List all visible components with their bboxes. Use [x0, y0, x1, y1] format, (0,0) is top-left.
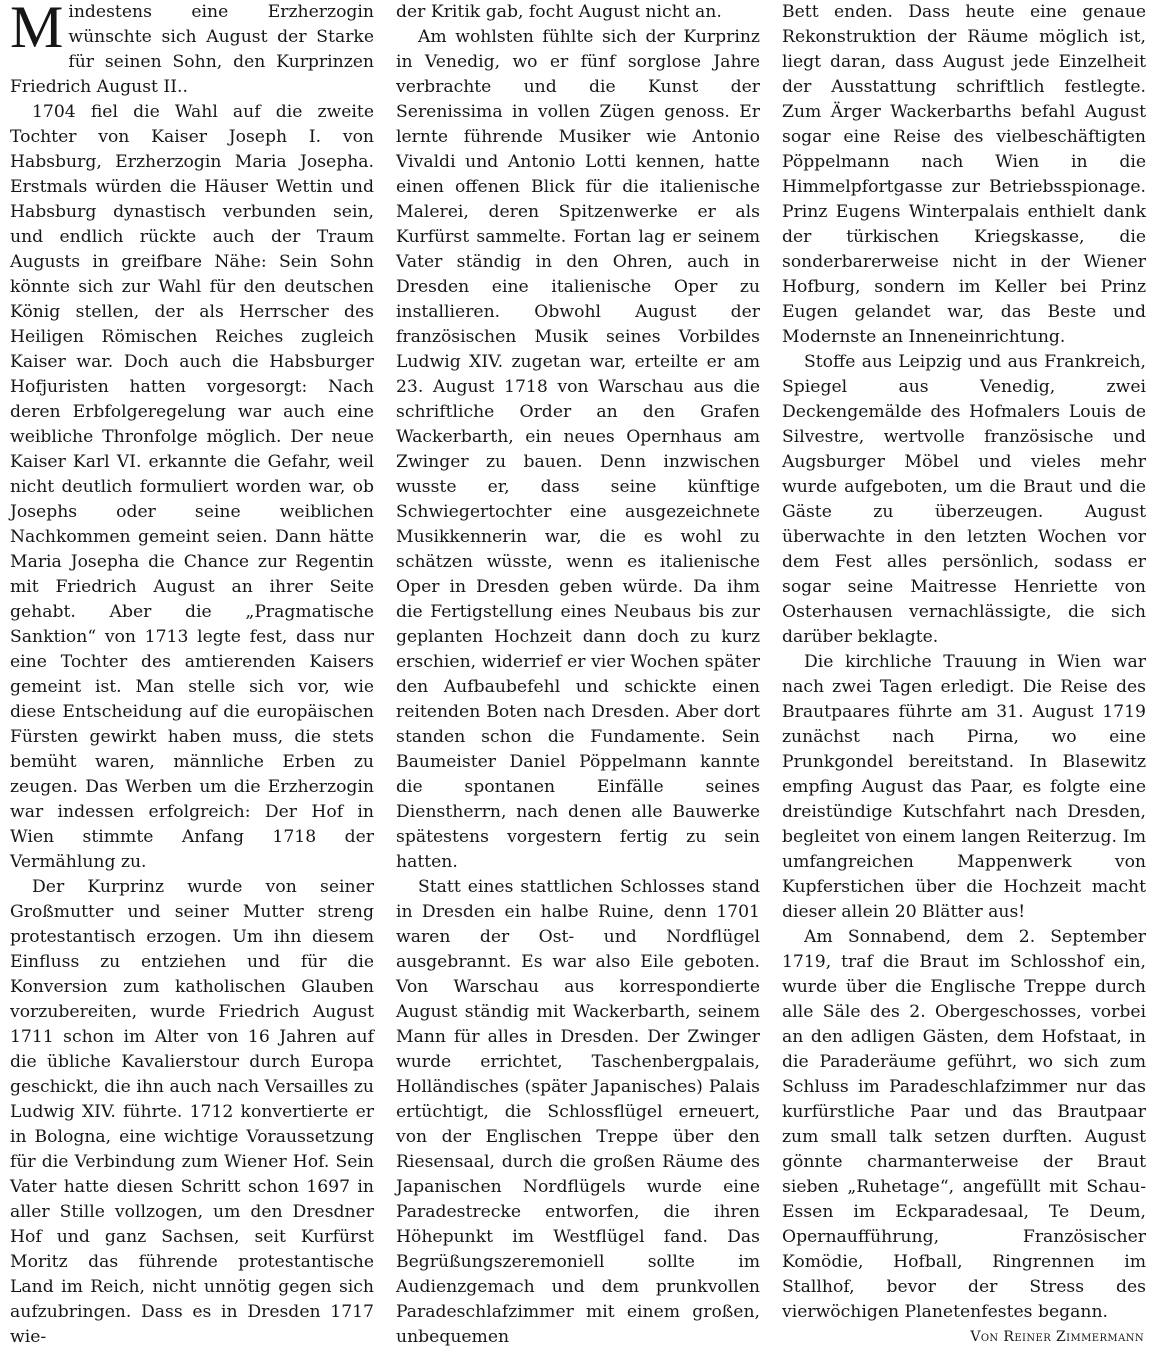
- article-paragraph: [10, 0, 374, 100]
- article-paragraph: Stoffe aus Leipzig und aus Frankreich, Spiegel aus Venedig, zwei Deckengemälde des Hofmalers Louis de Silvestre, wertvolle französische und Augsburger Möbel und vieles mehr wurde aufgeboten, um die Braut und die Gäste zu überzeugen. August überwachte in den letzten Wochen vor dem Fest alles persönlich, sodass er sogar seine Maitresse Henriette von Osterhausen vernachlässigte, die sich darüber beklagte.: [782, 352, 1146, 647]
- article-paragraph-continued: Bett enden. Dass heute eine genaue Rekonstruktion der Räume möglich ist, liegt daran, dass August jede Einzelheit der Ausstattung schriftlich festlegte. Zum Ärger Wackerbarths befahl August sogar eine Reise des vielbeschäftigten Pöppelmann nach Wien in die Himmelpfortgasse zur Betriebsspionage. Prinz Eugens Winterpalais enthielt dank der türkischen Kriegskasse, die sonderbarerweise nicht in der Wiener Hofburg, sondern im Keller bei Prinz Eugen gelandet war, das Beste und Modernste an Inneneinrichtung.: [782, 2, 1146, 347]
- paragraph-text: Am Sonnabend, dem 2. September 1719, traf die Braut im Schlosshof ein, wurde über die Englische Treppe durch alle Säle des 2. Obergeschosses, vorbei an den adligen Gästen, dem Hofstaat, in die Paraderäume geführt, wo sich zum Schluss im Paradeschlafzimmer nur das kurfürstliche Paar und das Brautpaar zum small talk setzen durften. August gönnte charmanterweise der Braut sieben „Ruhetage“, angefüllt mit Schau-Essen im Eckparadesaal, Te Deum, Opernaufführung, Französischer Komödie, Hofball, Ringrennen im Stallhof, bevor der Stress des vierwöchigen Planetenfestes begann.: [782, 927, 1146, 1322]
- article-column-3: [776, 0, 1152, 1345]
- article-paragraph: Statt eines stattlichen Schlosses stand in Dresden ein halbe Ruine, denn 1701 waren der Ost- und Nordflügel ausgebrannt. Es war also Eile geboten. Von Warschau aus korrespondierte August ständig mit Wackerbarth, seinem Mann für alles in Dresden. Der Zwinger wurde errichtet, Taschenbergpalais, Holländisches (später Japanisches) Palais ertüchtigt, die Schlossflügel erneuert, von der Englischen Treppe über den Riesensaal, durch die großen Räume des Japanischen Nordflügels wurde eine Paradestrecke entworfen, die ihren Höhepunkt im Westflügel fand. Das Begrüßungszeremoniell sollte im Audienzgemach und dem prunkvollen Paradeschlafzimmer mit einem großen, unbequemen: [396, 877, 760, 1347]
- drop-cap: M: [10, 0, 64, 60]
- paragraph-text: indestens eine Erzherzogin wünschte sich August der Starke für seinen Sohn, den Kurprinzen Friedrich August II..: [10, 2, 374, 97]
- article-column-2: [390, 0, 766, 1347]
- article-column-1: [4, 0, 380, 1347]
- article-paragraph-continued: der Kritik gab, focht August nicht an.: [396, 2, 722, 22]
- article-paragraph: Am wohlsten fühlte sich der Kurprinz in Venedig, wo er fünf sorglose Jahre verbrachte und die Kunst der Serenissima in vollen Zügen genoss. Er lernte führende Musiker wie Antonio Vivaldi und Antonio Lotti kennen, hatte einen offenen Blick für die italienische Malerei, deren Spitzenwerke er als Kurfürst sammelte. Fortan lag er seinem Vater ständig in den Ohren, auch in Dresden eine italienische Oper zu installieren. Obwohl August der französischen Musik seines Vorbildes Ludwig XIV. zugetan war, erteilte er am 23. August 1718 von Warschau aus die schriftliche Order an den Grafen Wackerbarth, ein neues Opernhaus am Zwinger zu bauen. Denn inzwischen wusste er, dass seine künftige Schwiegertochter eine ausgezeichnete Musikkennerin war, die es wohl zu schätzen wüsste, wenn es italienische Oper in Dresden geben würde. Da ihm die Fertigstellung eines Neubaus bis zur geplanten Hochzeit dann doch zu kurz erschien, widerrief er vier Wochen später den Aufbaubefehl und schickte einen reitenden Boten nach Dresden. Aber dort standen schon die Fundamente. Sein Baumeister Daniel Pöppelmann kannte die spontanen Einfälle seines Dienstherrn, nach denen alle Bauwerke spätestens vorgestern fertig zu sein hatten.: [396, 27, 760, 872]
- article-paragraph: 1704 fiel die Wahl auf die zweite Tochter von Kaiser Joseph I. von Habsburg, Erzherzogin Maria Josepha. Erstmals würden die Häuser Wettin und Habsburg dynastisch verbunden sein, und endlich rückte auch der Traum Augusts in greifbare Nähe: Sein Sohn könnte sich zur Wahl für den deutschen König stellen, der als Herrscher des Heiligen Römischen Reiches zugleich Kaiser war. Doch auch die Habsburger Hofjuristen hatten vorgesorgt: Nach deren Erbfolgeregelung war auch eine weibliche Thronfolge möglich. Der neue Kaiser Karl VI. erkannte die Gefahr, weil nicht deutlich formuliert worden war, ob Josephs oder seine weiblichen Nachkommen gemeint seien. Dann hätte Maria Josepha die Chance zur Regentin mit Friedrich August an ihrer Seite gehabt. Aber die „Pragmatische Sanktion“ von 1713 legte fest, dass nur eine Tochter des amtierenden Kaisers gemeint ist. Man stelle sich vor, wie diese Entscheidung auf die europäischen Fürsten gewirkt haben muss, die stets bemüht waren, männliche Erben zu zeugen. Das Werben um die Erzherzogin war indessen erfolgreich: Der Hof in Wien stimmte Anfang 1718 der Vermählung zu.: [10, 102, 374, 872]
- article-paragraph: Die kirchliche Trauung in Wien war nach zwei Tagen erledigt. Die Reise des Brautpaares führte am 31. August 1719 zunächst nach Pirna, wo eine Prunkgondel bereitstand. In Blasewitz empfing August das Paar, es folgte eine dreistündige Kutschfahrt nach Dresden, begleitet von einem langen Reiterzug. Im umfangreichen Mappenwerk von Kupferstichen über die Hochzeit macht dieser allein 20 Blätter aus!: [782, 652, 1146, 922]
- article-paragraph-final: [782, 925, 1146, 1345]
- article-paragraph: Der Kurprinz wurde von seiner Großmutter und seiner Mutter streng protestantisch erzogen. Um ihn diesem Einfluss zu entziehen und für die Konversion zum katholischen Glauben vorzubereiten, wurde Friedrich August 1711 schon im Alter von 16 Jahren auf die übliche Kavalierstour durch Europa geschickt, die ihn auch nach Versailles zu Ludwig XIV. führte. 1712 konvertierte er in Bologna, eine wichtige Voraussetzung für die Verbindung zum Wiener Hof. Sein Vater hatte diesen Schritt schon 1697 in aller Stille vollzogen, um den Dresdner Hof und ganz Sachsen, seit Kurfürst Moritz das führende protestantische Land im Reich, nicht unnötig gegen sich aufzubringen. Dass es in Dresden 1717 wie-: [10, 877, 374, 1347]
- author-byline: Von Reiner Zimmermann: [970, 1329, 1144, 1345]
